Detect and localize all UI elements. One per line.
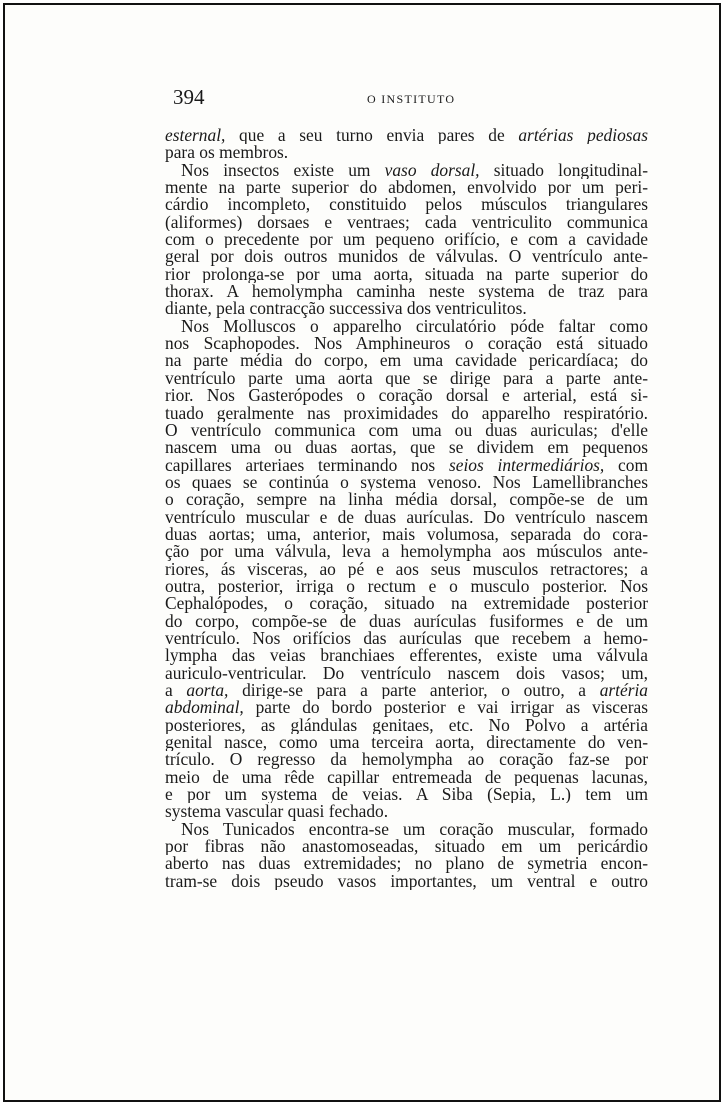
text-fragment: os quaes se continúa o systema venoso. Nos Lamellibranches <box>165 473 648 492</box>
text-line <box>165 439 648 456</box>
text-fragment: aberto nas duas extremidades; no plano de symetria encon- <box>165 855 648 873</box>
text-fragment: nos Scaphopodes. Nos Amphineuros o coração está situado <box>165 335 648 353</box>
text-fragment: trículo. O regresso da hemolympha ao coração faz-se por <box>165 751 648 769</box>
text-fragment: ventrículo. Nos orifícios das aurículas que recebem a hemo- <box>165 629 648 648</box>
text-line <box>165 786 648 803</box>
text-fragment: ventrículo parte uma aorta que se dirige para a parte ante- <box>165 369 648 388</box>
text-line <box>165 231 648 248</box>
text-line <box>165 179 648 196</box>
text-line <box>165 561 648 578</box>
text-fragment: nascem uma ou duas aortas, que se dividem em pequenos <box>165 439 648 457</box>
text-fragment: ventrículo muscular e de duas aurículas. Do ventrículo nascem <box>165 508 648 526</box>
text-line <box>165 318 648 335</box>
text-line <box>165 127 648 144</box>
text-fragment: na parte média do corpo, em uma cavidade pericardíaca; do <box>165 352 648 370</box>
text-fragment: e por um systema de veias. A Siba (Sepia, L.) tem um <box>165 786 648 804</box>
text-line <box>165 162 648 179</box>
text-fragment: tuado geralmente nas proximidades do apparelho respiratório. <box>165 404 648 422</box>
text-line <box>165 387 648 404</box>
text-fragment: com <box>604 456 648 474</box>
text-fragment: riores, ás visceras, ao pé e aos seus musculos retractores; a <box>165 560 648 578</box>
text-line <box>165 682 648 699</box>
book-page <box>165 83 648 890</box>
text-line <box>165 665 648 682</box>
text-line <box>165 422 648 439</box>
text-line <box>165 248 648 265</box>
text-line <box>165 734 648 751</box>
italic-term: vaso dorsal, <box>384 161 480 180</box>
text-fragment: dirige-se para a parte anterior, o outro, a <box>228 682 600 700</box>
text-fragment: que a seu turno envia pares de <box>225 127 519 145</box>
text-fragment: geral por dois outros munidos de válvulas. O ventrículo ante- <box>165 248 648 266</box>
text-fragment: diante, pela contracção successiva dos ventriculitos. <box>165 300 527 318</box>
text-fragment: cárdio incompleto, constituido pelos músculos triangulares <box>165 196 648 214</box>
text-fragment: do corpo, compõe-se de duas aurículas fusiformes e de um <box>165 612 648 630</box>
body-text <box>165 127 648 890</box>
text-line <box>165 647 648 664</box>
page-header <box>165 83 648 113</box>
page-frame <box>3 3 721 1102</box>
text-line <box>165 266 648 283</box>
text-line <box>165 699 648 716</box>
italic-term: artéria <box>599 682 648 700</box>
text-fragment: parte do bordo posterior e vai irrigar as visceras <box>243 699 648 717</box>
text-fragment: meio de uma rêde capillar entremeada de pequenas lacunas, <box>165 768 648 787</box>
text-line <box>165 821 648 838</box>
text-line <box>165 803 648 820</box>
text-line <box>165 526 648 543</box>
text-line <box>165 855 648 872</box>
text-line <box>165 335 648 352</box>
text-line <box>165 457 648 474</box>
text-line <box>165 578 648 595</box>
text-fragment: thorax. A hemolympha caminha neste systema de traz para <box>165 283 648 301</box>
text-line <box>165 509 648 526</box>
text-fragment: O ventrículo communica com uma ou duas auriculas; d'elle <box>165 421 648 440</box>
text-line <box>165 370 648 387</box>
text-fragment: Cephalópodes, o coração, situado na extremidade posterior <box>165 595 648 613</box>
running-title: O INSTITUTO <box>367 92 456 106</box>
text-line <box>165 595 648 612</box>
page-number: 394 <box>173 85 205 109</box>
text-line <box>165 873 648 890</box>
text-fragment: Nos Tunicados encontra-se um coração muscular, formado <box>181 820 648 839</box>
text-fragment: Nos Molluscos o apparelho circulatório póde faltar como <box>181 317 648 336</box>
text-line <box>165 491 648 508</box>
text-fragment: tram-se dois pseudo vasos importantes, um ventral e outro <box>165 872 648 891</box>
text-line <box>165 543 648 560</box>
text-fragment: posteriores, as glándulas genitaes, etc. No Polvo a artéria <box>165 716 648 735</box>
text-fragment: Nos insectos existe um <box>181 161 385 180</box>
text-fragment: ção por uma válvula, leva a hemolympha aos músculos ante- <box>165 543 648 561</box>
text-fragment: genital nasce, como uma terceira aorta, directamente do ven- <box>165 734 648 752</box>
text-fragment: com o precedente por um pequeno orifício, e com a cavidade <box>165 231 648 249</box>
text-fragment: duas aortas; uma, anterior, mais volumosa, separada do cora- <box>165 525 648 544</box>
text-fragment: systema vascular quasi fechado. <box>165 803 389 821</box>
text-fragment: mente na parte superior do abdomen, envolvido por um peri- <box>165 179 648 197</box>
italic-term: abdominal, <box>165 699 244 717</box>
text-fragment: por fibras não anastomoseadas, situado em um pericárdio <box>165 838 648 856</box>
italic-term: aorta, <box>186 682 229 700</box>
text-fragment: situado longitudinal- <box>479 161 648 180</box>
text-fragment: auriculo-ventricular. Do ventrículo nascem dois vasos; um, <box>165 664 648 682</box>
text-line <box>165 283 648 300</box>
text-fragment: capillares arteriaes terminando nos <box>165 456 449 474</box>
text-fragment: para os membros. <box>165 144 289 162</box>
italic-term: artérias pediosas <box>518 127 648 145</box>
text-fragment: lympha das veias branchiaes efferentes, existe uma válvula <box>165 647 648 665</box>
text-line <box>165 613 648 630</box>
text-fragment: outra, posterior, irriga o rectum e o musculo posterior. Nos <box>165 577 648 596</box>
text-line <box>165 630 648 647</box>
text-fragment: rior prolonga-se por uma aorta, situada na parte superior do <box>165 265 648 284</box>
text-line <box>165 144 648 161</box>
text-line <box>165 352 648 369</box>
text-line <box>165 751 648 768</box>
text-line <box>165 769 648 786</box>
italic-term: esternal, <box>165 127 226 145</box>
text-line <box>165 474 648 491</box>
text-line <box>165 300 648 317</box>
text-fragment: o coração, sempre na linha média dorsal, compõe-se de um <box>165 491 648 509</box>
text-line <box>165 405 648 422</box>
text-line <box>165 838 648 855</box>
text-fragment: a <box>165 682 187 700</box>
text-fragment: rior. Nos Gasterópodes o coração dorsal e arterial, está si- <box>165 387 648 405</box>
italic-term: seios intermediários, <box>448 456 605 474</box>
text-line <box>165 717 648 734</box>
text-line <box>165 214 648 231</box>
text-line <box>165 196 648 213</box>
text-fragment: (aliformes) dorsaes e ventraes; cada ventriculito communica <box>165 213 648 232</box>
